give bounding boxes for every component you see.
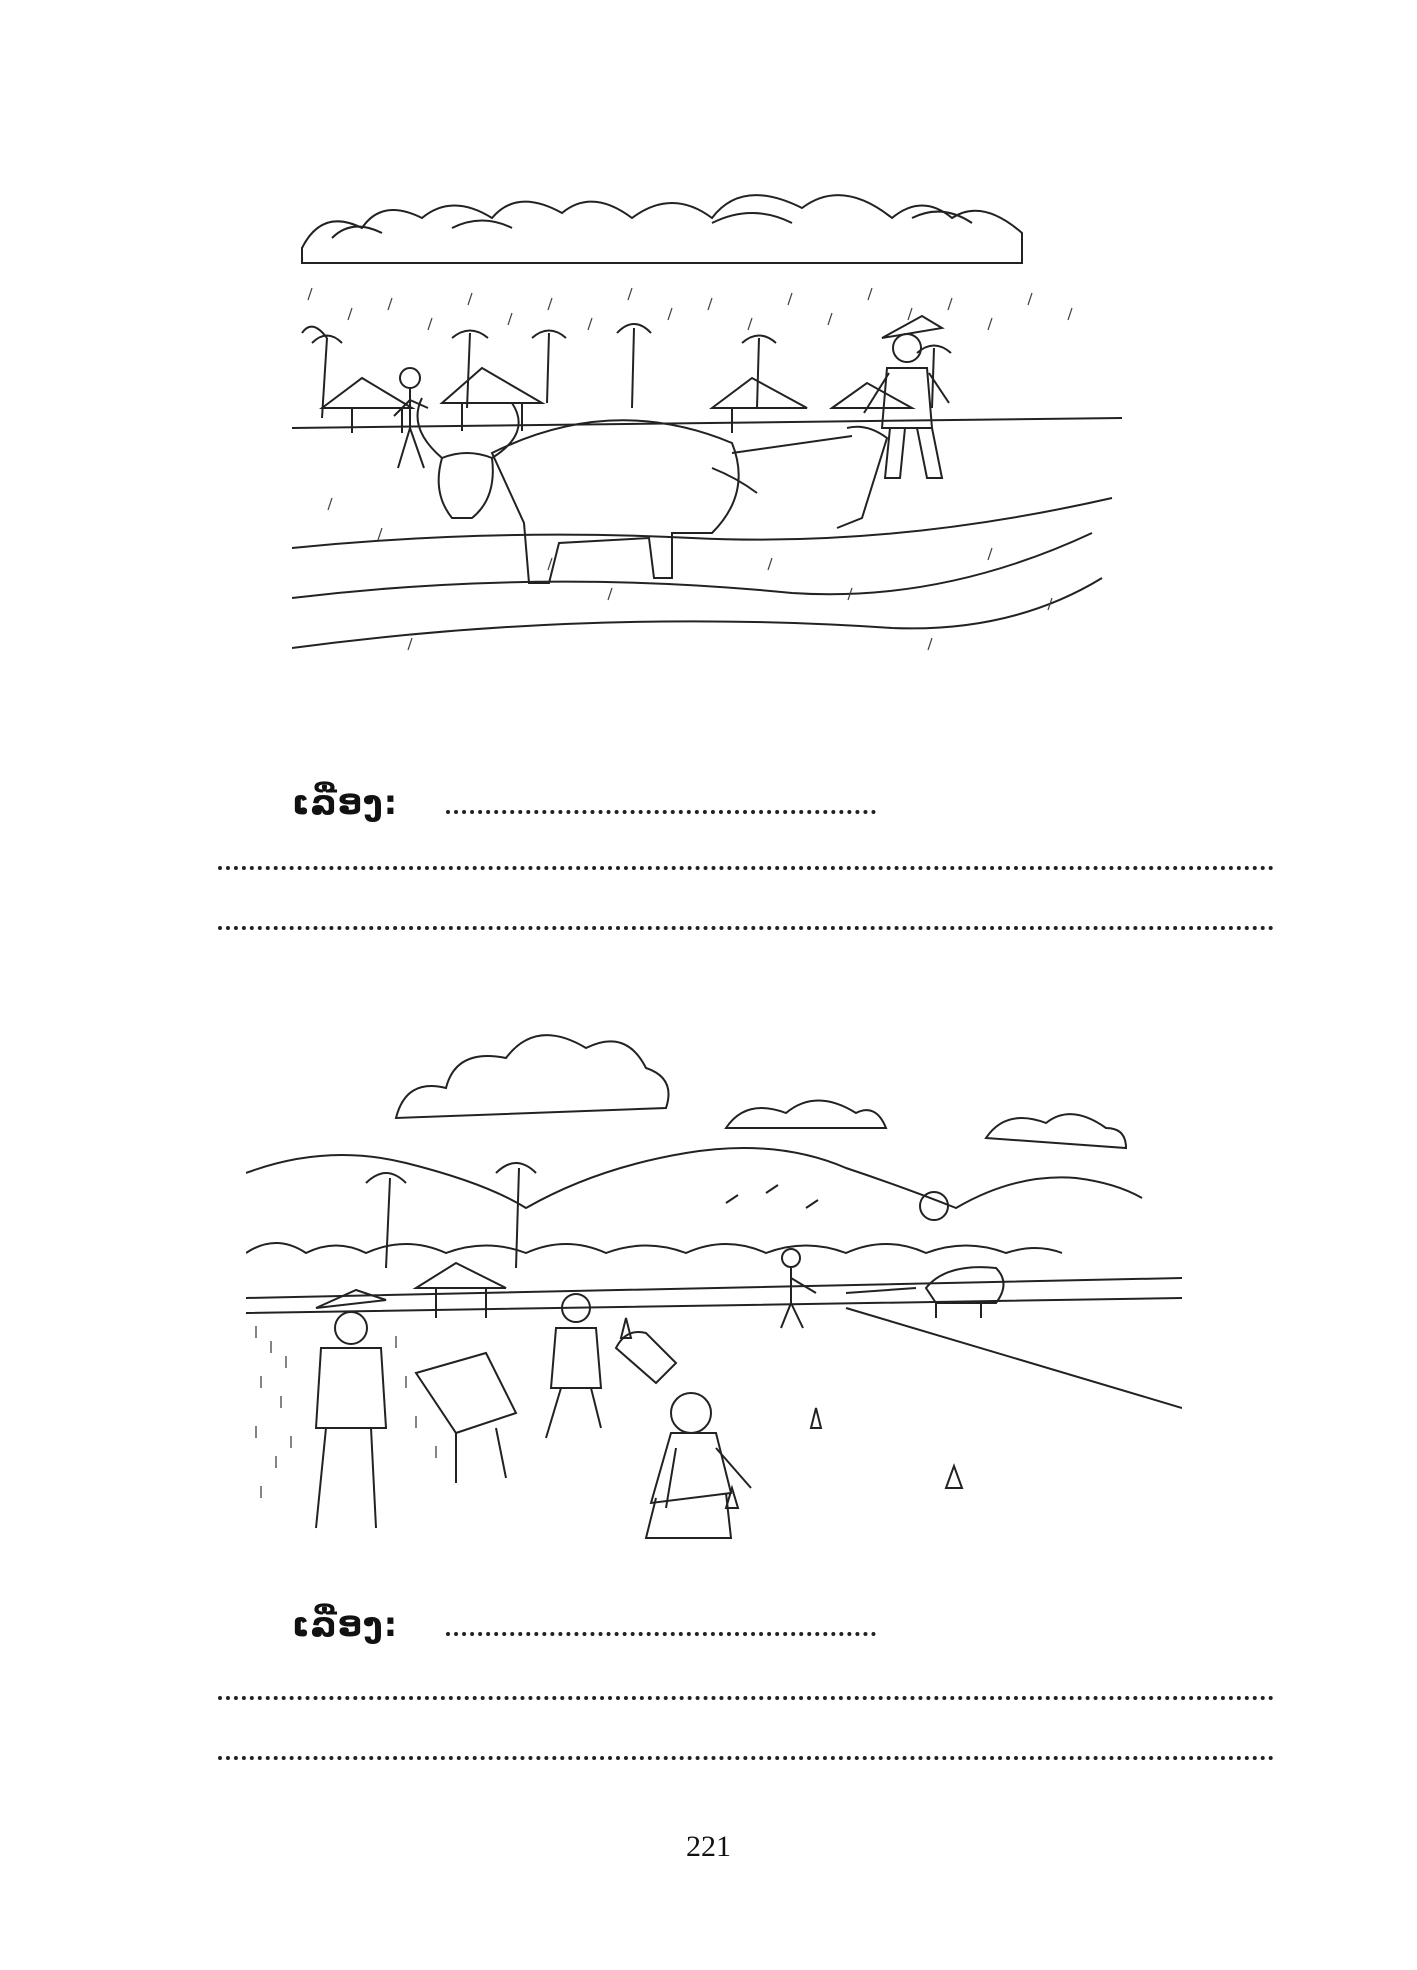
story-title-label: ເລື່ອງ: bbox=[292, 1605, 399, 1645]
answer-line-2[interactable] bbox=[218, 1756, 1274, 1760]
title-answer-blank[interactable] bbox=[446, 1628, 876, 1636]
title-answer-blank[interactable] bbox=[446, 806, 876, 814]
rice-planting-illustration bbox=[246, 1008, 1182, 1548]
story-title-label: ເລື່ອງ: bbox=[292, 783, 399, 823]
ploughing-illustration bbox=[292, 168, 1122, 728]
exercise-2-title-row bbox=[292, 1605, 876, 1645]
answer-line-2[interactable] bbox=[218, 926, 1274, 930]
page-number: 221 bbox=[686, 1830, 731, 1863]
answer-line-1[interactable] bbox=[218, 866, 1274, 870]
answer-line-1[interactable] bbox=[218, 1696, 1274, 1700]
exercise-1-title-row bbox=[292, 783, 876, 823]
